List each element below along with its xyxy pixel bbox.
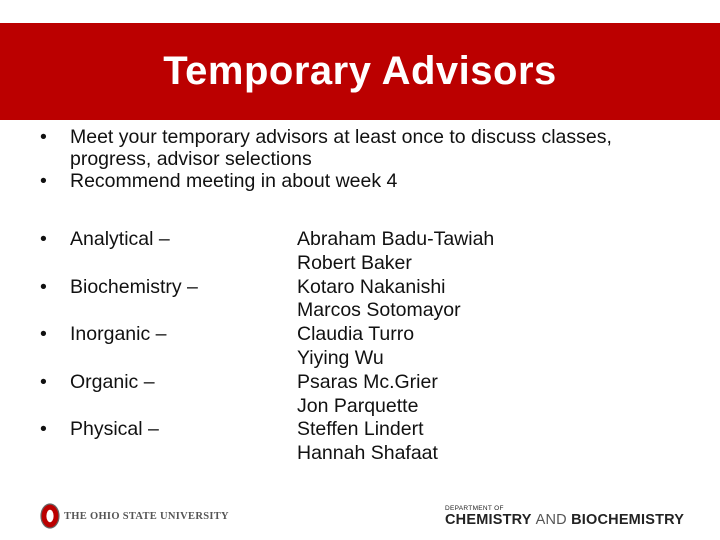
- bullet-icon: •: [40, 371, 47, 393]
- bullet-icon: •: [40, 323, 47, 345]
- bullet-item: [40, 170, 690, 192]
- department-name-part1: CHEMISTRY: [445, 512, 532, 528]
- department-logo: [445, 505, 685, 528]
- area-item: [40, 228, 290, 250]
- bullet-item: [40, 126, 690, 170]
- advisor-name: Marcos Sotomayor: [297, 299, 461, 322]
- bullet-icon: •: [40, 276, 47, 298]
- department-name-part2: BIOCHEMISTRY: [571, 512, 685, 528]
- department-and: AND: [535, 512, 567, 528]
- department-prefix: DEPARTMENT OF: [445, 505, 504, 512]
- advisor-name: Jon Parquette: [297, 394, 419, 417]
- advisor-name: Psaras Mc.Grier: [297, 370, 438, 393]
- area-label: Inorganic –: [70, 323, 167, 345]
- slide-title: Temporary Advisors: [163, 49, 557, 93]
- area-label: Analytical –: [70, 228, 170, 250]
- area-item: [40, 371, 290, 393]
- advisor-name: Kotaro Nakanishi: [297, 275, 446, 298]
- area-label: Organic –: [70, 371, 155, 393]
- intro-bullets: [40, 126, 690, 192]
- advisor-name: Hannah Shafaat: [297, 442, 438, 465]
- advisor-name: Steffen Lindert: [297, 418, 424, 441]
- title-banner: [0, 23, 720, 120]
- area-label: Physical –: [70, 418, 159, 440]
- advisor-names: [297, 228, 597, 466]
- area-item: [40, 323, 290, 345]
- university-name: THE OHIO STATE UNIVERSITY: [64, 510, 229, 522]
- bullet-icon: •: [40, 228, 47, 250]
- block-o-icon: [40, 503, 60, 529]
- bullet-text: Meet your temporary advisors at least once to discuss classes, progress, advisor selections: [70, 126, 612, 170]
- advisor-name: Yiying Wu: [297, 346, 384, 369]
- area-item: [40, 276, 290, 298]
- area-item: [40, 418, 290, 440]
- bullet-text: Recommend meeting in about week 4: [70, 170, 398, 192]
- department-name: [445, 512, 685, 528]
- bullet-icon: •: [40, 418, 47, 440]
- area-label: Biochemistry –: [70, 276, 198, 298]
- bullet-icon: •: [40, 170, 47, 192]
- advisor-name: Abraham Badu-Tawiah: [297, 228, 495, 250]
- osu-logo: [40, 503, 229, 529]
- advisor-name: Claudia Turro: [297, 323, 415, 346]
- bullet-icon: •: [40, 126, 47, 148]
- advisor-name: Robert Baker: [297, 251, 412, 274]
